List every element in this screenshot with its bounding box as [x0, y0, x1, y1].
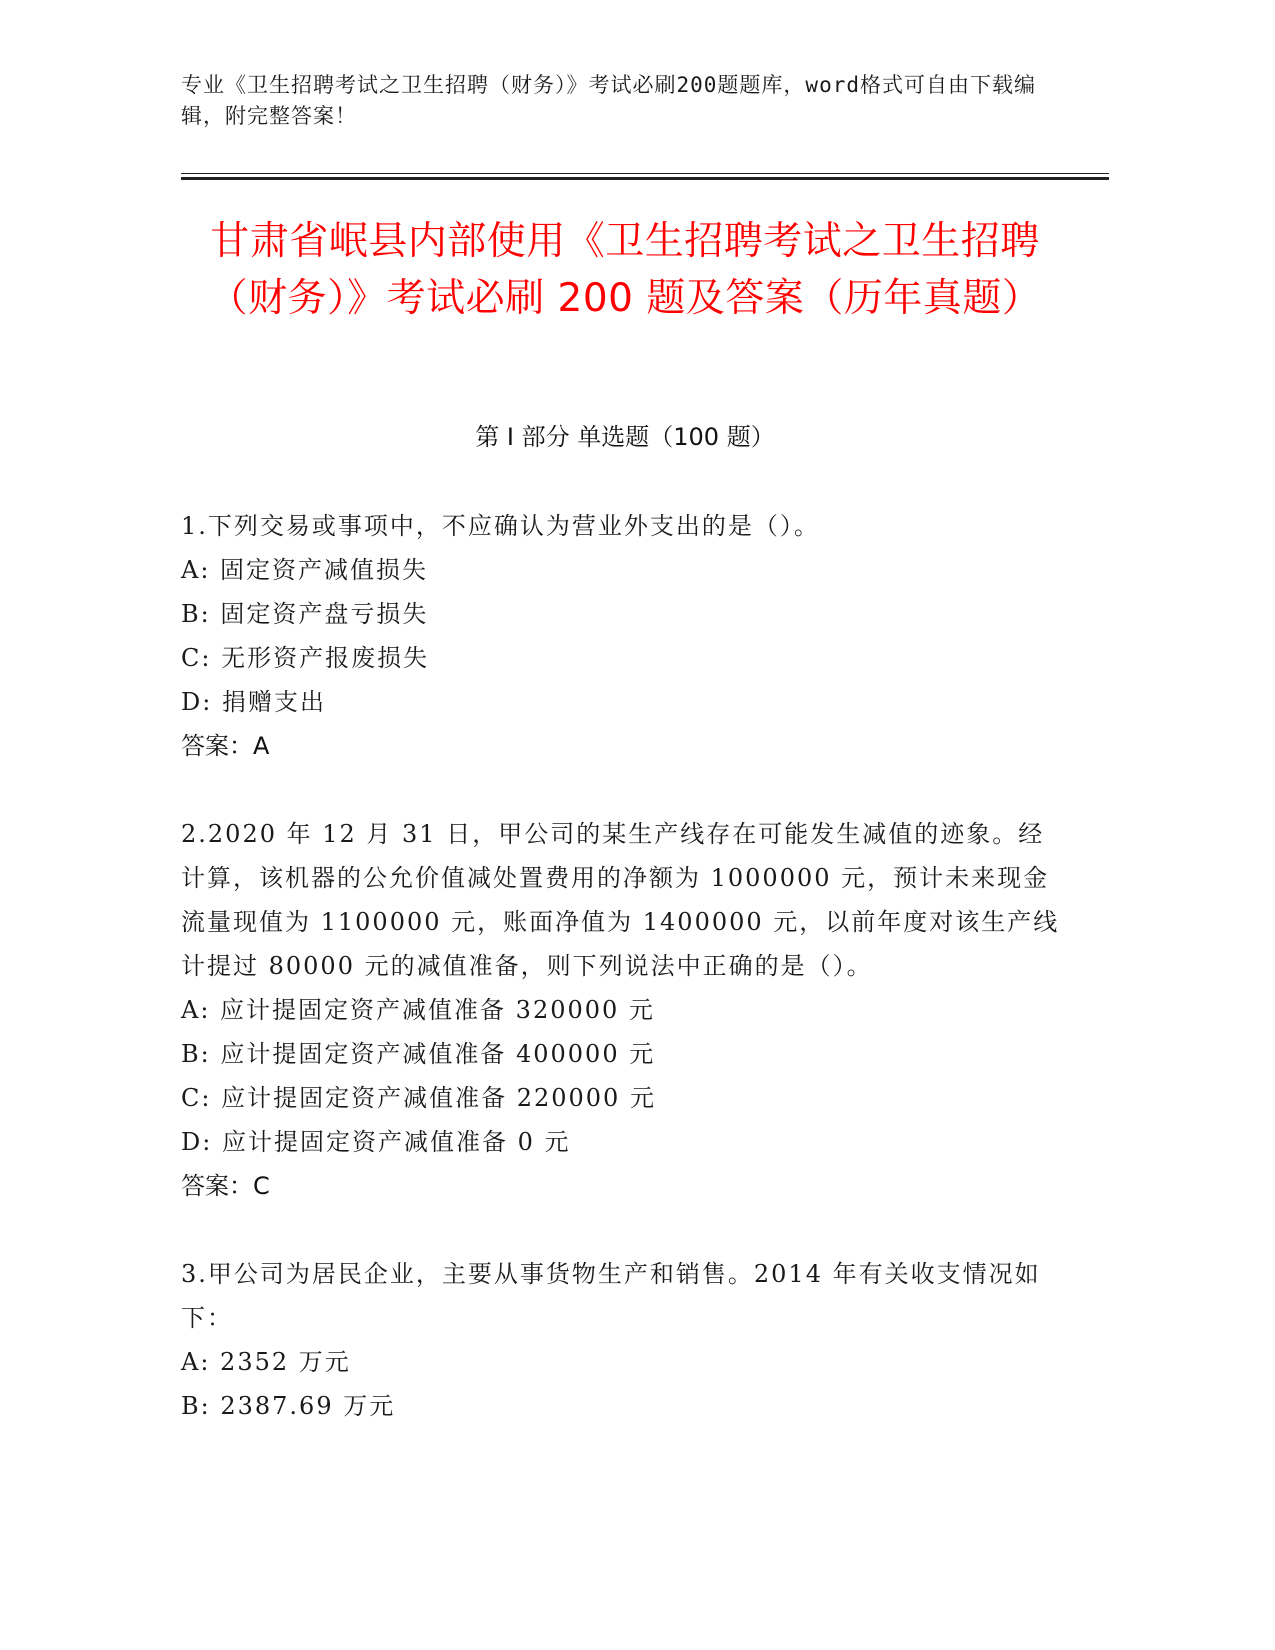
option-a: A: 应计提固定资产减值准备 320000 元: [181, 996, 655, 1024]
question-stem: 2.2020 年 12 月 31 日，甲公司的某生产线存在可能发生减值的迹象。经计算，该机器的公允价值减处置费用的净额为 1000000 元，预计未来现金流量现值为 1100000 元，账面净值为 1400000 元，以前年度对该生产线计提过 80000 元的减值准备，则下列说法中正确的是（）。: [181, 820, 1060, 980]
answer: 答案：C: [181, 1172, 270, 1200]
option-b: B: 2387.69 万元: [181, 1392, 396, 1420]
question-list: [181, 504, 1061, 1472]
question-stem: 1.下列交易或事项中，不应确认为营业外支出的是（）。: [181, 512, 820, 540]
answer: 答案：A: [181, 732, 270, 760]
question-1: [181, 504, 1061, 768]
option-c: C: 应计提固定资产减值准备 220000 元: [181, 1084, 656, 1112]
option-d: D: 捐赠支出: [181, 688, 326, 716]
option-a: A: 2352 万元: [181, 1348, 351, 1376]
header-divider-thin: [181, 173, 1109, 174]
question-stem: 3.甲公司为居民企业，主要从事货物生产和销售。2014 年有关收支情况如下：: [181, 1260, 1041, 1332]
question-2: [181, 812, 1061, 1208]
option-a: A: 固定资产减值损失: [181, 556, 429, 584]
document-title: 甘肃省岷县内部使用《卫生招聘考试之卫生招聘（财务）》考试必刷 200 题及答案（历年真题）: [208, 219, 1042, 321]
header-divider-thick: [181, 177, 1109, 180]
section-title: 第 I 部分 单选题（100 题）: [475, 423, 775, 451]
option-d: D: 应计提固定资产减值准备 0 元: [181, 1128, 571, 1156]
header-note: 专业《卫生招聘考试之卫生招聘（财务）》考试必刷200题题库，word格式可自由下载编辑，附完整答案！: [181, 73, 1036, 128]
option-b: B: 固定资产盘亏损失: [181, 600, 429, 628]
question-3: [181, 1252, 1061, 1428]
option-c: C: 无形资产报废损失: [181, 644, 430, 672]
option-b: B: 应计提固定资产减值准备 400000 元: [181, 1040, 656, 1068]
